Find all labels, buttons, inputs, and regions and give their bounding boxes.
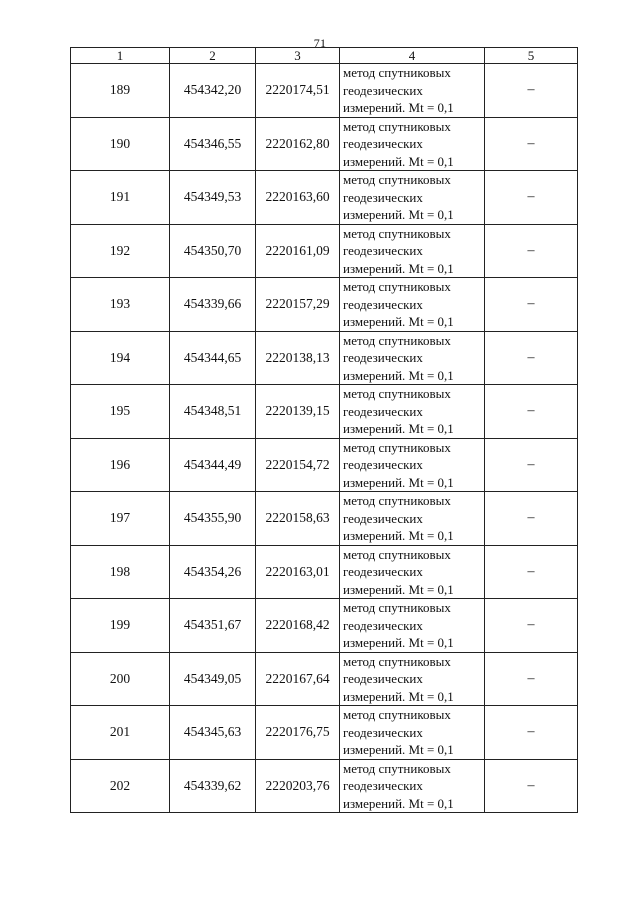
x-coordinate-cell: 454346,55 xyxy=(170,117,256,171)
y-coordinate-cell: 2220157,29 xyxy=(256,278,340,332)
point-number-cell: 189 xyxy=(71,64,170,118)
point-number-cell: 195 xyxy=(71,385,170,439)
table-row xyxy=(71,652,578,706)
page-number: 71 xyxy=(313,36,327,50)
note-cell: – xyxy=(485,117,578,171)
method-line: геодезических xyxy=(343,510,423,526)
point-number-cell: 192 xyxy=(71,224,170,278)
x-coordinate-cell: 454354,26 xyxy=(170,545,256,599)
method-line: измерений. Mt = 0,1 xyxy=(343,528,454,543)
point-number-cell: 197 xyxy=(71,492,170,546)
table-row xyxy=(71,64,578,118)
method-line: измерений. Mt = 0,1 xyxy=(343,153,454,169)
method-line: геодезических xyxy=(343,350,423,365)
y-coordinate-cell: 2220158,63 xyxy=(256,492,340,546)
method-line: метод спутниковых xyxy=(343,439,451,455)
method-line: метод спутниковых xyxy=(343,653,451,669)
table-row xyxy=(71,117,578,171)
note-cell: – xyxy=(485,706,578,760)
point-number-cell: 191 xyxy=(71,171,170,225)
x-coordinate-cell: 454344,49 xyxy=(170,438,256,492)
method-cell xyxy=(340,331,485,385)
method-line: метод спутниковых xyxy=(343,707,451,722)
column-header-1: 1 xyxy=(71,48,170,64)
method-line: метод спутниковых xyxy=(343,118,451,134)
method-line: метод спутниковых xyxy=(343,493,451,508)
point-number-cell: 201 xyxy=(71,706,170,760)
note-cell: – xyxy=(485,492,578,546)
table-body xyxy=(71,64,578,813)
method-cell xyxy=(340,64,485,118)
method-line: геодезических xyxy=(343,778,423,793)
point-number-cell: 200 xyxy=(71,652,170,706)
method-line: метод спутниковых xyxy=(343,600,451,615)
table-row xyxy=(71,492,578,546)
method-cell xyxy=(340,278,485,332)
point-number-cell: 196 xyxy=(71,438,170,492)
method-line: измерений. Mt = 0,1 xyxy=(343,795,454,811)
table-row xyxy=(71,545,578,599)
table-row xyxy=(71,224,578,278)
method-line: геодезических xyxy=(343,724,423,740)
y-coordinate-cell: 2220154,72 xyxy=(256,438,340,492)
y-coordinate-cell: 2220203,76 xyxy=(256,759,340,813)
note-cell: – xyxy=(485,64,578,118)
column-header-3: 3 xyxy=(256,48,340,64)
note-cell: – xyxy=(485,224,578,278)
note-cell: – xyxy=(485,331,578,385)
column-header-5: 5 xyxy=(485,48,578,64)
method-line: измерений. Mt = 0,1 xyxy=(343,207,454,222)
method-cell xyxy=(340,438,485,492)
y-coordinate-cell: 2220162,80 xyxy=(256,117,340,171)
y-coordinate-cell: 2220174,51 xyxy=(256,64,340,118)
method-line: измерений. Mt = 0,1 xyxy=(343,314,454,329)
method-line: геодезических xyxy=(343,617,423,633)
y-coordinate-cell: 2220176,75 xyxy=(256,706,340,760)
method-line: метод спутниковых xyxy=(343,172,451,187)
table-row xyxy=(71,331,578,385)
table-row xyxy=(71,278,578,332)
method-line: измерений. Mt = 0,1 xyxy=(343,367,454,383)
method-line: измерений. Mt = 0,1 xyxy=(343,100,454,115)
x-coordinate-cell: 454344,65 xyxy=(170,331,256,385)
coordinates-table xyxy=(70,47,578,813)
point-number-cell: 202 xyxy=(71,759,170,813)
point-number-cell: 198 xyxy=(71,545,170,599)
method-line: измерений. Mt = 0,1 xyxy=(343,474,454,490)
point-number-cell: 190 xyxy=(71,117,170,171)
method-line: измерений. Mt = 0,1 xyxy=(343,260,454,276)
y-coordinate-cell: 2220163,60 xyxy=(256,171,340,225)
table-row xyxy=(71,438,578,492)
table-row xyxy=(71,759,578,813)
method-line: метод спутниковых xyxy=(343,386,451,401)
y-coordinate-cell: 2220167,64 xyxy=(256,652,340,706)
method-cell xyxy=(340,385,485,439)
method-line: геодезических xyxy=(343,82,423,98)
method-cell xyxy=(340,545,485,599)
method-line: геодезических xyxy=(343,189,423,205)
x-coordinate-cell: 454355,90 xyxy=(170,492,256,546)
x-coordinate-cell: 454342,20 xyxy=(170,64,256,118)
column-header-4: 4 xyxy=(340,48,485,64)
note-cell: – xyxy=(485,652,578,706)
note-cell: – xyxy=(485,759,578,813)
method-line: измерений. Mt = 0,1 xyxy=(343,581,454,597)
method-cell xyxy=(340,117,485,171)
method-line: измерений. Mt = 0,1 xyxy=(343,635,454,650)
method-cell xyxy=(340,759,485,813)
table-row xyxy=(71,171,578,225)
method-cell xyxy=(340,171,485,225)
note-cell: – xyxy=(485,171,578,225)
x-coordinate-cell: 454339,66 xyxy=(170,278,256,332)
method-cell xyxy=(340,706,485,760)
point-number-cell: 199 xyxy=(71,599,170,653)
method-line: геодезических xyxy=(343,243,423,258)
note-cell: – xyxy=(485,385,578,439)
y-coordinate-cell: 2220161,09 xyxy=(256,224,340,278)
method-line: метод спутниковых xyxy=(343,546,451,562)
y-coordinate-cell: 2220163,01 xyxy=(256,545,340,599)
note-cell: – xyxy=(485,599,578,653)
x-coordinate-cell: 454349,05 xyxy=(170,652,256,706)
method-line: геодезических xyxy=(343,136,423,151)
method-line: геодезических xyxy=(343,296,423,312)
method-cell xyxy=(340,224,485,278)
method-line: метод спутниковых xyxy=(343,279,451,294)
table-row xyxy=(71,385,578,439)
table-row xyxy=(71,706,578,760)
note-cell: – xyxy=(485,438,578,492)
y-coordinate-cell: 2220168,42 xyxy=(256,599,340,653)
note-cell: – xyxy=(485,545,578,599)
x-coordinate-cell: 454348,51 xyxy=(170,385,256,439)
method-line: измерений. Mt = 0,1 xyxy=(343,742,454,757)
x-coordinate-cell: 454339,62 xyxy=(170,759,256,813)
method-line: геодезических xyxy=(343,403,423,419)
y-coordinate-cell: 2220139,15 xyxy=(256,385,340,439)
method-line: геодезических xyxy=(343,457,423,472)
method-cell xyxy=(340,492,485,546)
table-header-row xyxy=(71,48,578,64)
point-number-cell: 194 xyxy=(71,331,170,385)
method-line: метод спутниковых xyxy=(343,65,451,80)
method-line: измерений. Mt = 0,1 xyxy=(343,688,454,704)
method-line: метод спутниковых xyxy=(343,760,451,776)
method-line: геодезических xyxy=(343,564,423,579)
x-coordinate-cell: 454345,63 xyxy=(170,706,256,760)
table-row xyxy=(71,599,578,653)
x-coordinate-cell: 454349,53 xyxy=(170,171,256,225)
method-line: геодезических xyxy=(343,671,423,686)
method-cell xyxy=(340,599,485,653)
method-cell xyxy=(340,652,485,706)
column-header-2: 2 xyxy=(170,48,256,64)
method-line: метод спутниковых xyxy=(343,225,451,241)
method-line: метод спутниковых xyxy=(343,332,451,348)
point-number-cell: 193 xyxy=(71,278,170,332)
x-coordinate-cell: 454350,70 xyxy=(170,224,256,278)
y-coordinate-cell: 2220138,13 xyxy=(256,331,340,385)
note-cell: – xyxy=(485,278,578,332)
method-line: измерений. Mt = 0,1 xyxy=(343,421,454,436)
x-coordinate-cell: 454351,67 xyxy=(170,599,256,653)
